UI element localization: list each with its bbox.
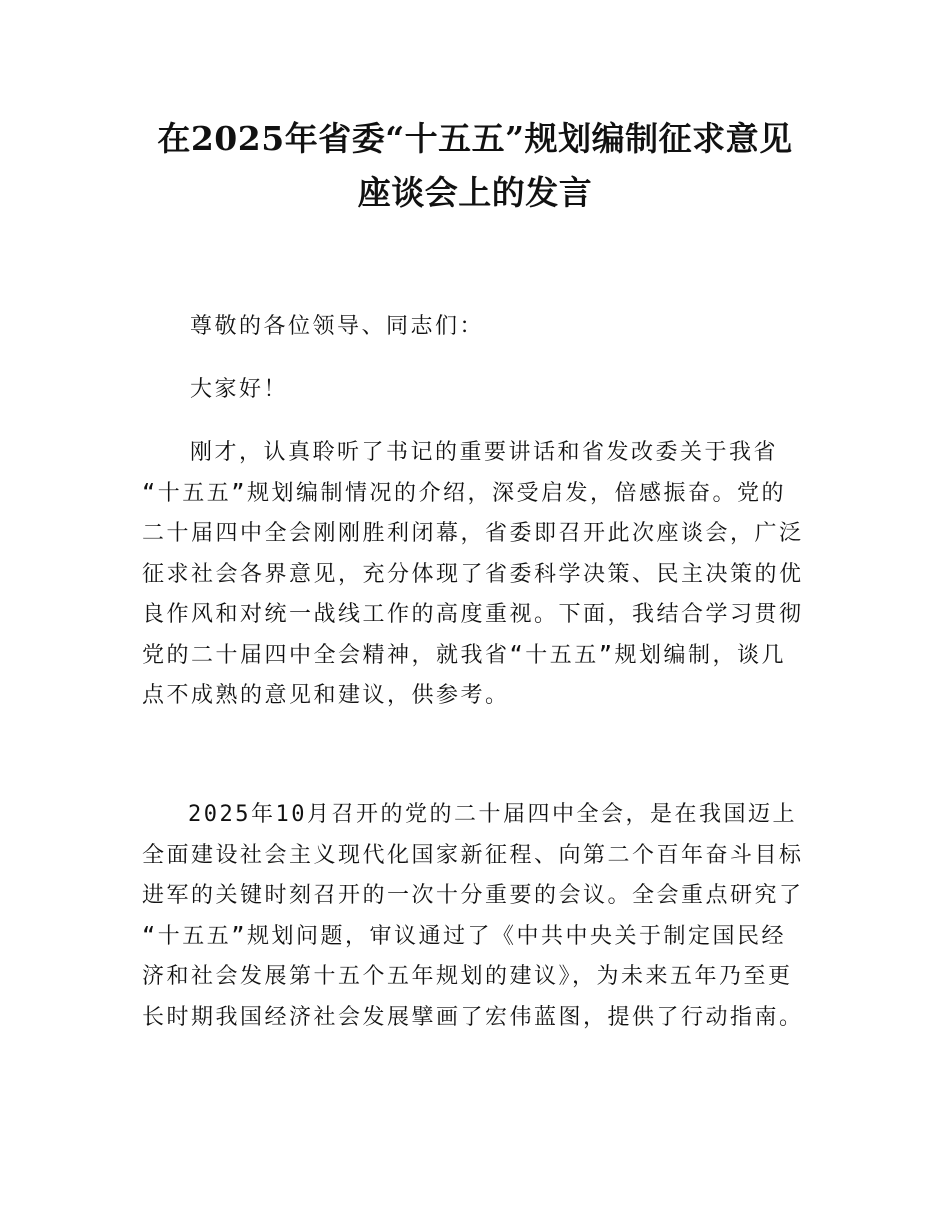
paragraph-line: 进军的关键时刻召开的一次十分重要的会议。全会重点研究了 bbox=[142, 883, 804, 908]
greeting-paragraph bbox=[142, 307, 810, 348]
paragraph-line: 良作风和对统一战线工作的高度重视。下面，我结合学习贯彻 bbox=[142, 602, 804, 627]
page-title bbox=[110, 112, 840, 220]
paragraph-line: “十五五”规划问题，审议通过了《中共中央关于制定国民经 bbox=[142, 923, 786, 949]
title-line: 座谈会上的发言 bbox=[357, 173, 593, 212]
paragraph-line: 长时期我国经济社会发展擘画了宏伟蓝图，提供了行动指南。 bbox=[142, 1004, 804, 1030]
paragraph-line: 2025年10月召开的党的二十届四中全会，是在我国迈上 bbox=[188, 802, 797, 827]
paragraph-line: 党的二十届四中全会精神，就我省“十五五”规划编制，谈几 bbox=[142, 642, 786, 668]
title-line: 在2025年省委“十五五”规划编制征求意见 bbox=[157, 119, 793, 158]
paragraph-line: 征求社会各界意见，充分体现了省委科学决策、民主决策的优 bbox=[142, 561, 804, 587]
paragraph-line: 刚才，认真聆听了书记的重要讲话和省发改委关于我省 bbox=[190, 440, 779, 465]
body-paragraph-2 bbox=[142, 795, 810, 1038]
greeting-text: 尊敬的各位领导、同志们： bbox=[190, 314, 485, 339]
hello-paragraph bbox=[142, 370, 810, 411]
paragraph-line: 点不成熟的意见和建议，供参考。 bbox=[142, 683, 510, 708]
paragraph-line: 济和社会发展第十五个五年规划的建议》，为未来五年乃至更 bbox=[142, 964, 793, 989]
paragraph-line: 二十届四中全会刚刚胜利闭幕，省委即召开此次座谈会，广泛 bbox=[142, 521, 804, 546]
paragraph-line: “十五五”规划编制情况的介绍，深受启发，倍感振奋。党的 bbox=[142, 480, 786, 506]
hello-text: 大家好！ bbox=[190, 377, 289, 402]
paragraph-line: 全面建设社会主义现代化国家新征程、向第二个百年奋斗目标 bbox=[142, 842, 804, 868]
body-paragraph-1 bbox=[142, 433, 810, 717]
